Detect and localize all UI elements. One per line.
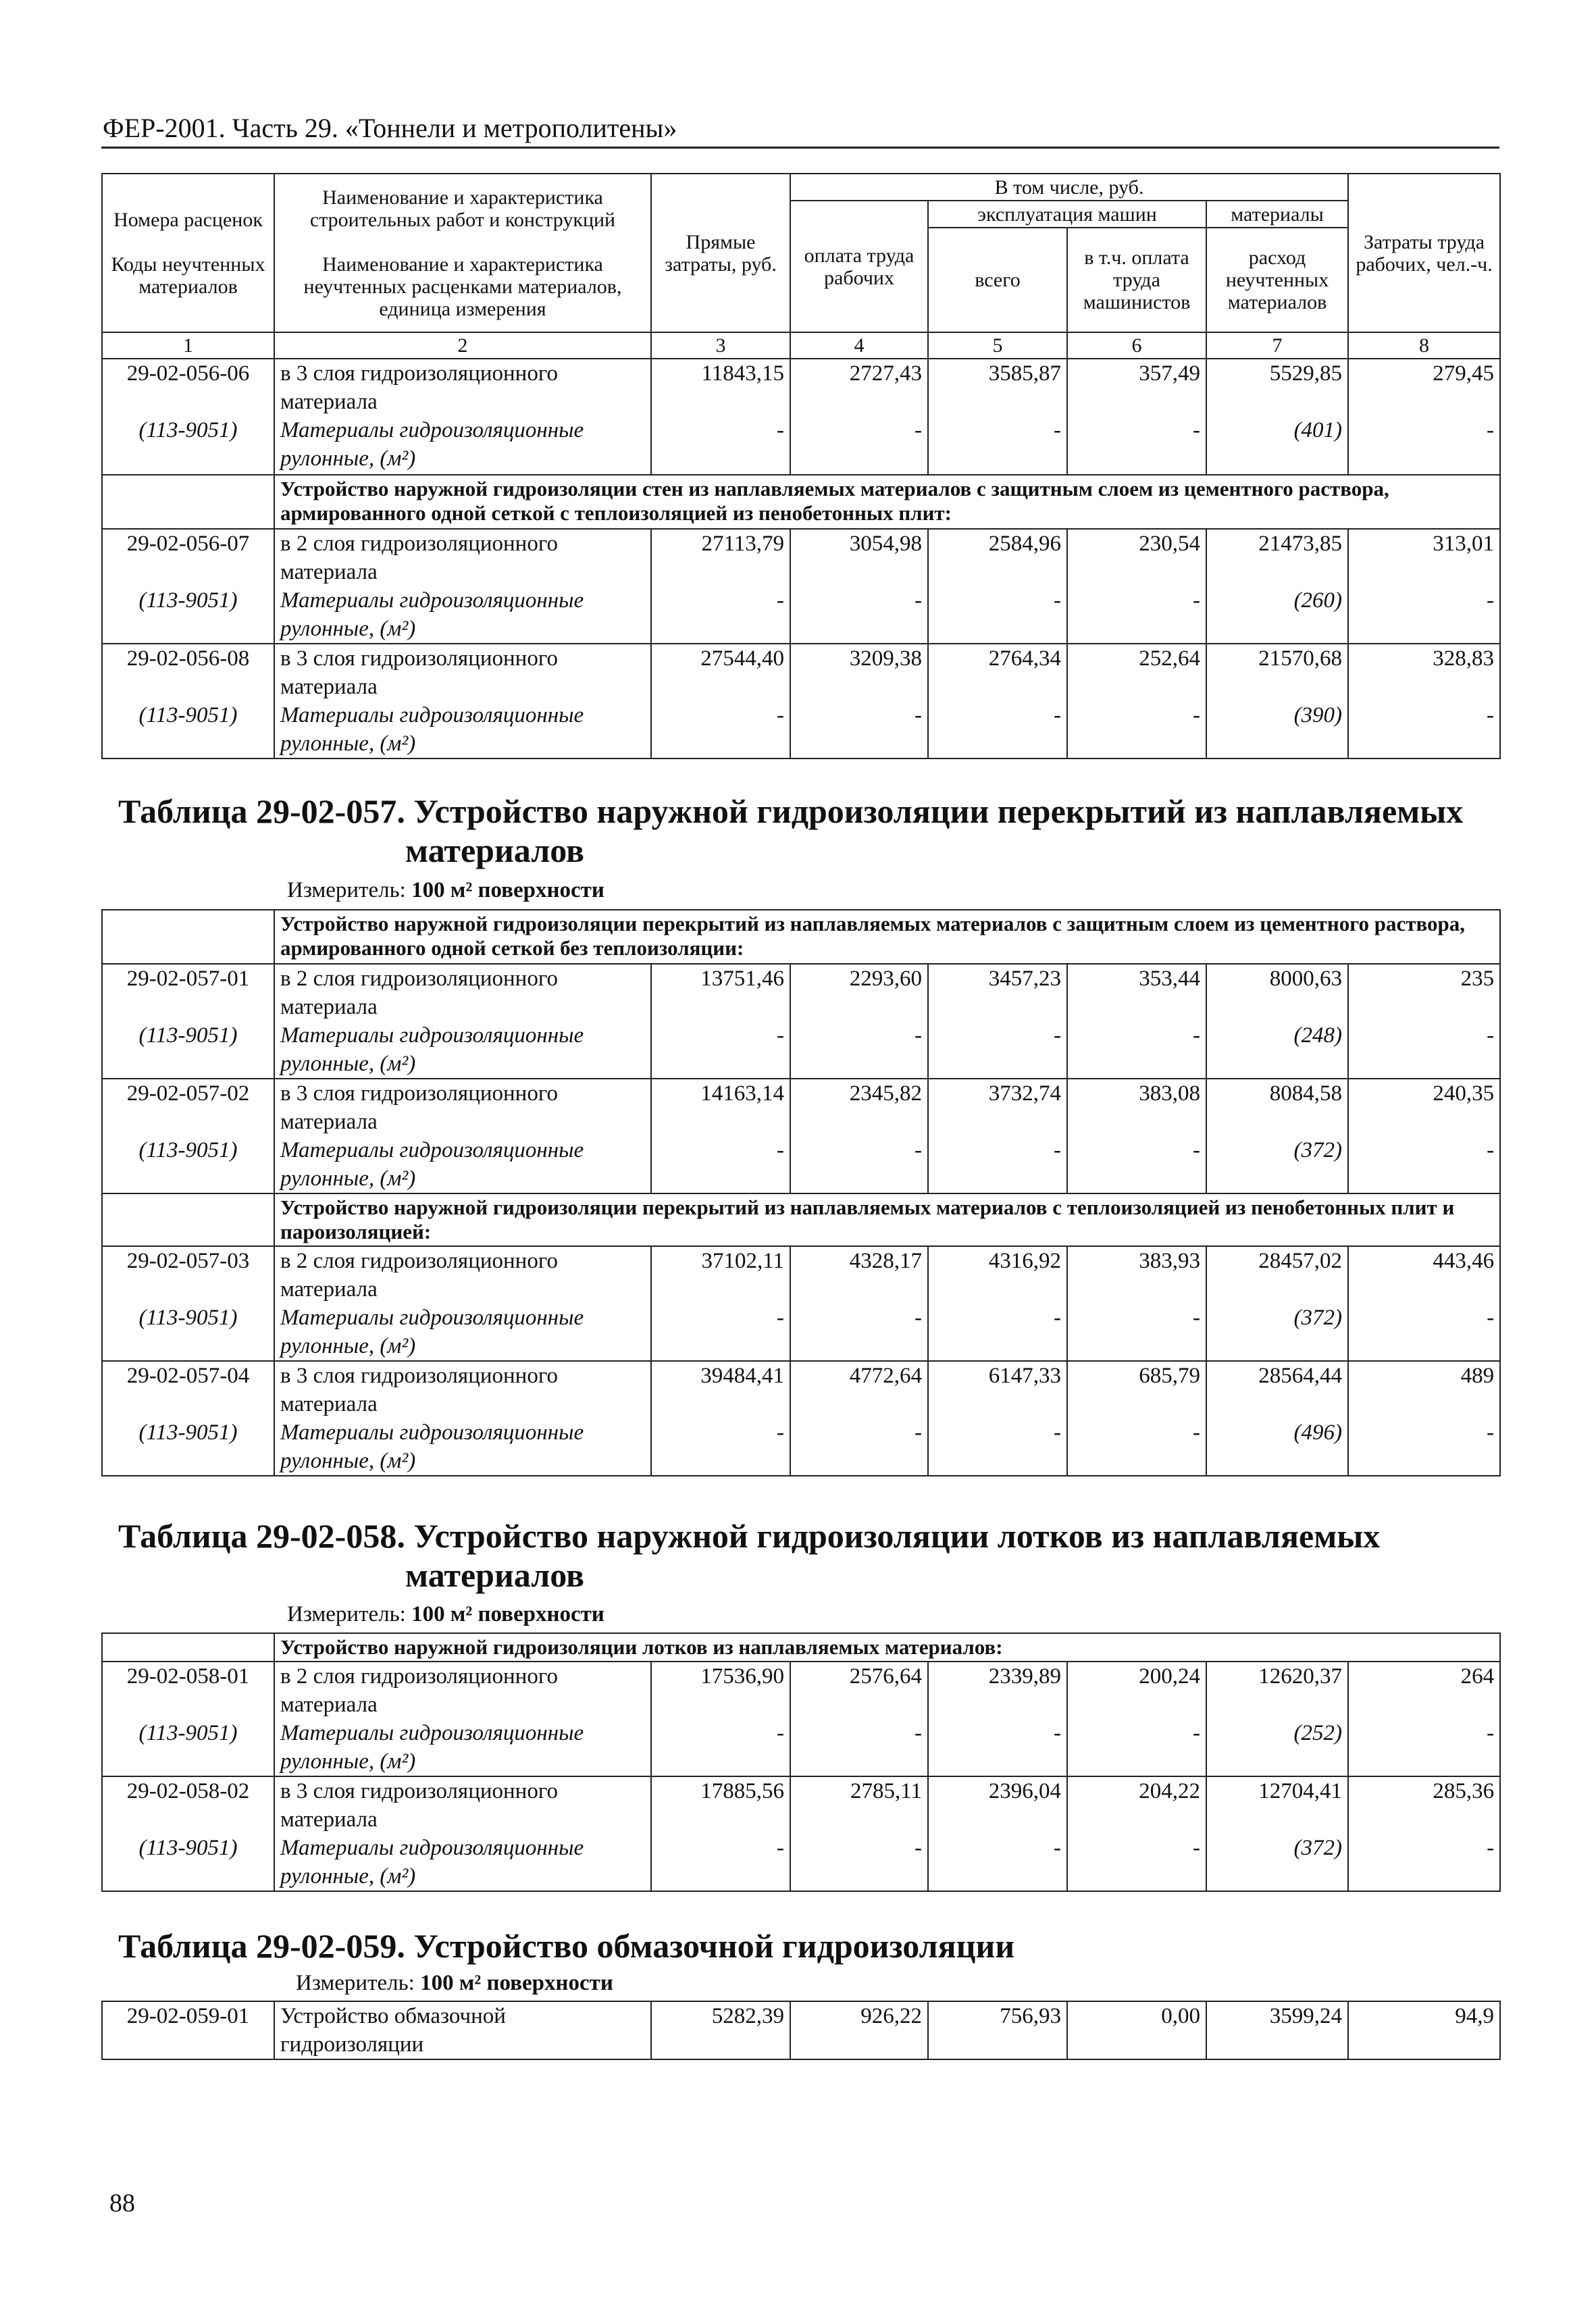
col8-header: Затраты труда рабочих, чел.-ч.	[1348, 174, 1500, 332]
table-057-title: Таблица 29-02-057. Устройство наружной гидроизоляции перекрытий из наплавляемых материалов	[118, 792, 1464, 869]
table-row: 29-02-056-06 (113-9051) в 3 слоя гидроизоляционного материала Материалы гидроизоляционные рулонные, (м²) 11843,15 - 2727,43 - 3585,87 - 357,49 - 5529,85 (401) 279,45 -	[102, 359, 1500, 475]
col5-header: всего	[928, 228, 1067, 332]
section-heading: Устройство наружной гидроизоляции перекрытий из наплавляемых материалов с теплоизоляцией из пенобетонных плит и пароизоляцией:	[274, 1193, 1500, 1246]
table-row: 29-02-057-03 (113-9051) в 2 слоя гидроизоляционного материала Материалы гидроизоляционные рулонные, (м²) 37102,11 - 4328,17 - 4316,92 - 383,93 - 28457,02 (372) 443,46 -	[102, 1246, 1500, 1361]
measure-059: Измеритель: 100 м² поверхности	[296, 1971, 613, 1995]
measure-057: Измеритель: 100 м² поверхности	[287, 878, 604, 902]
col7-header: расход неучтенных материалов	[1206, 228, 1348, 332]
table-row: 29-02-059-01 Устройство обмазочной гидроизоляции 5282,39 926,22 756,93 0,00 3599,24 94,9	[102, 2001, 1500, 2059]
table-row: 29-02-057-02 (113-9051) в 3 слоя гидроизоляционного материала Материалы гидроизоляционные рулонные, (м²) 14163,14 - 2345,82 - 3732,74 - 383,08 - 8084,58 (372) 240,35 -	[102, 1079, 1500, 1193]
table-row: 29-02-056-07 (113-9051) в 2 слоя гидроизоляционного материала Материалы гидроизоляционные рулонные, (м²) 27113,79 - 3054,98 - 2584,96 - 230,54 - 21473,85 (260) 313,01 -	[102, 529, 1500, 644]
section-heading: Устройство наружной гидроизоляции лотков из наплавляемых материалов:	[274, 1633, 1500, 1662]
table-row: 29-02-058-01 (113-9051) в 2 слоя гидроизоляционного материала Материалы гидроизоляционные рулонные, (м²) 17536,90 - 2576,64 - 2339,89 - 200,24 - 12620,37 (252) 264 -	[102, 1662, 1500, 1776]
mach-header: эксплуатация машин	[928, 201, 1206, 228]
column-numbers-row: 1 2 3 4 5 6 7 8	[102, 332, 1500, 359]
table-row: 29-02-058-02 (113-9051) в 3 слоя гидроизоляционного материала Материалы гидроизоляционные рулонные, (м²) 17885,56 - 2785,11 - 2396,04 - 204,22 - 12704,41 (372) 285,36 -	[102, 1776, 1500, 1891]
section-heading: Устройство наружной гидроизоляции перекрытий из наплавляемых материалов с защитным слоем из цементного раствора, армированного одной сеткой без теплоизоляции:	[274, 910, 1500, 964]
col2-header: Наименование и характеристика строительных работ и конструкций Наименование и характеристика неучтенных расценками материалов, единица измерения	[274, 174, 651, 332]
table-058	[101, 1632, 1501, 1892]
table-row: 29-02-056-08 (113-9051) в 3 слоя гидроизоляционного материала Материалы гидроизоляционные рулонные, (м²) 27544,40 - 3209,38 - 2764,34 - 252,64 - 21570,68 (390) 328,83 -	[102, 644, 1500, 759]
measure-058: Измеритель: 100 м² поверхности	[287, 1602, 604, 1626]
col1-header: Номера расценок Коды неучтенных материалов	[102, 174, 274, 332]
col4-header: оплата труда рабочих	[790, 201, 928, 332]
table-056	[101, 173, 1501, 759]
page-number: 88	[109, 2189, 135, 2217]
table-057	[101, 909, 1501, 1476]
table-row: 29-02-057-01 (113-9051) в 2 слоя гидроизоляционного материала Материалы гидроизоляционные рулонные, (м²) 13751,46 - 2293,60 - 3457,23 - 353,44 - 8000,63 (248) 235 -	[102, 964, 1500, 1079]
incl-header: В том числе, руб.	[790, 174, 1348, 201]
section-heading: Устройство наружной гидроизоляции стен из наплавляемых материалов с защитным слоем из цементного раствора, армированного одной сеткой с теплоизоляцией из пенобетонных плит:	[274, 475, 1500, 529]
table-059-title: Таблица 29-02-059. Устройство обмазочной гидроизоляции	[118, 1927, 1015, 1965]
col3-header: Прямые затраты, руб.	[651, 174, 790, 332]
page-header: ФЕР-2001. Часть 29. «Тоннели и метрополитены»	[103, 113, 677, 143]
table-059	[101, 2001, 1501, 2060]
table-row: 29-02-057-04 (113-9051) в 3 слоя гидроизоляционного материала Материалы гидроизоляционные рулонные, (м²) 39484,41 - 4772,64 - 6147,33 - 685,79 - 28564,44 (496) 489 -	[102, 1361, 1500, 1476]
col6-header: в т.ч. оплата труда машинистов	[1067, 228, 1206, 332]
header-rule	[101, 147, 1499, 149]
table-058-title: Таблица 29-02-058. Устройство наружной гидроизоляции лотков из наплавляемых материалов	[118, 1517, 1381, 1594]
mat-header: материалы	[1206, 201, 1348, 228]
